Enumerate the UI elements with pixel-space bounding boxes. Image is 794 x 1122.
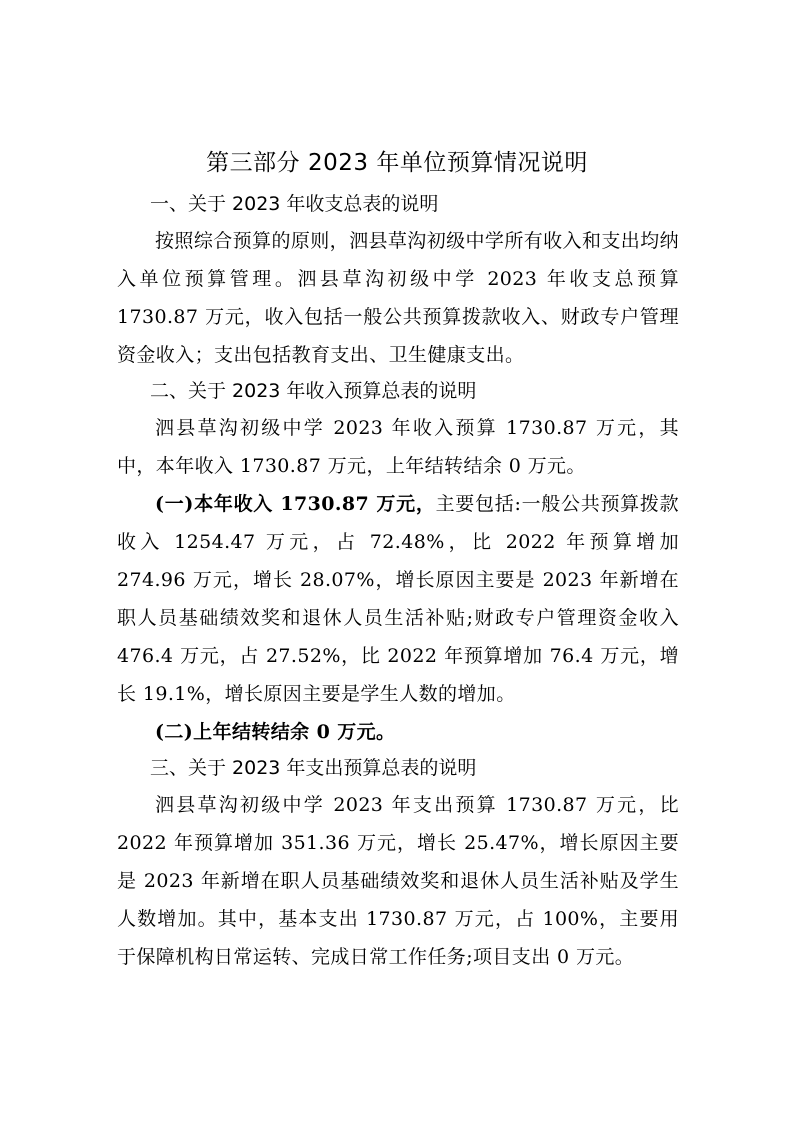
document-body <box>117 187 679 976</box>
section-3-heading: 三、关于 2023 年支出预算总表的说明 <box>150 757 477 779</box>
section-2-item-1-text: 主要包括:一般公共预算拨款收入 1254.47 万元，占 72.48%，比 2022 年预算增加 274.96 万元，增长 28.07%，增长原因主要是 2023 年新增在职人员基础绩效奖和退休人员生活补贴;财政专户管理资金收入 476.4 万元，占 27.52%，比 2022 年预算增加 76.4 万元，增长 19.1%，增长原因主要是学生人数的增加。 <box>117 493 680 705</box>
section-2-item-2-text: (二)上年结转结余 0 万元。 <box>155 721 396 743</box>
section-3-paragraph: 泗县草沟初级中学 2023 年支出预算 1730.87 万元，比 2022 年预算增加 351.36 万元，增长 25.47%，增长原因主要是 2023 年新增在职人员基础绩效奖和退休人员生活补贴及学生人数增加。其中，基本支出 1730.87 万元，占 100%，主要用于保障机构日常运转、完成日常工作任务;项目支出 0 万元。 <box>117 794 679 968</box>
section-2-item-2 <box>117 713 679 751</box>
section-1-paragraph: 按照综合预算的原则，泗县草沟初级中学所有收入和支出均纳入单位预算管理。泗县草沟初级中学 2023 年收支总预算 1730.87 万元，收入包括一般公共预算拨款收入、财政专户管理资金收入；支出包括教育支出、卫生健康支出。 <box>117 230 679 366</box>
section-2-heading: 二、关于 2023 年收入预算总表的说明 <box>150 380 477 402</box>
section-2-item-1 <box>117 485 679 713</box>
section-1-heading: 一、关于 2023 年收支总表的说明 <box>150 193 439 215</box>
section-2-paragraph: 泗县草沟初级中学 2023 年收入预算 1730.87 万元，其中，本年收入 1730.87 万元，上年结转结余 0 万元。 <box>117 417 679 477</box>
page-title: 第三部分 2023 年单位预算情况说明 <box>206 150 588 176</box>
section-2-item-1-lead: (一)本年收入 1730.87 万元， <box>155 493 436 515</box>
